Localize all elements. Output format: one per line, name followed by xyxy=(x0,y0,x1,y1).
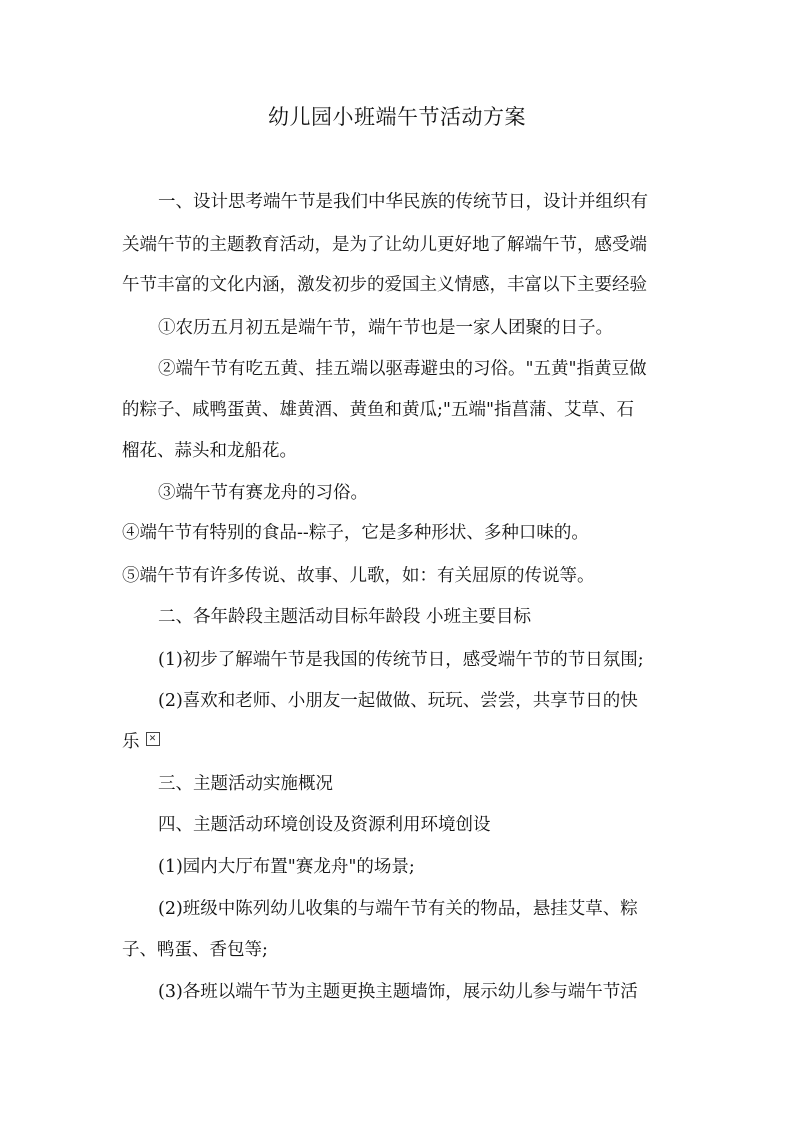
paragraph-line-text: 乐 xyxy=(122,732,140,752)
list-item: (3)各班以端午节为主题更换主题墙饰，展示幼儿参与端午节活 xyxy=(158,982,638,1002)
document-title: 幼儿园小班端午节活动方案 xyxy=(268,105,526,129)
list-item: ②端午节有吃五黄、挂五端以驱毒避虫的习俗。"五黄"指黄豆做 xyxy=(158,359,647,379)
section-heading: 三、主题活动实施概况 xyxy=(158,774,333,794)
list-item: (2)班级中陈列幼儿收集的与端午节有关的物品，悬挂艾草、粽 xyxy=(158,899,638,919)
list-item: ④端午节有特别的食品--粽子，它是多种形状、多种口味的。 xyxy=(122,523,589,543)
paragraph-line: 午节丰富的文化内涵，激发初步的爱国主义情感，丰富以下主要经验 xyxy=(122,275,647,295)
list-item: (2)喜欢和老师、小朋友一起做做、玩玩、尝尝，共享节日的快 xyxy=(158,691,638,711)
list-item: ③端午节有赛龙舟的习俗。 xyxy=(158,483,368,503)
paragraph-line: 的粽子、咸鸭蛋黄、雄黄酒、黄鱼和黄瓜;"五端"指菖蒲、艾草、石 xyxy=(122,400,634,420)
paragraph-line: 子、鸭蛋、香包等; xyxy=(122,940,268,960)
list-item: ⑤端午节有许多传说、故事、儿歌，如：有关屈原的传说等。 xyxy=(122,566,595,586)
section-heading: 二、各年龄段主题活动目标年龄段 小班主要目标 xyxy=(158,607,532,627)
paragraph-line xyxy=(122,730,682,754)
section-heading: 四、主题活动环境创设及资源利用环境创设 xyxy=(158,815,491,835)
paragraph-line: 一、设计思考端午节是我们中华民族的传统节日，设计并组织有 xyxy=(158,192,648,212)
paragraph-line: 榴花、蒜头和龙船花。 xyxy=(122,441,297,461)
list-item: (1)初步了解端午节是我国的传统节日，感受端午节的节日氛围; xyxy=(158,650,644,670)
broken-image-icon: ✕ xyxy=(146,732,160,746)
paragraph-line: 关端午节的主题教育活动，是为了让幼儿更好地了解端午节，感受端 xyxy=(122,235,647,255)
list-item: (1)园内大厅布置"赛龙舟"的场景; xyxy=(158,857,415,877)
list-item: ①农历五月初五是端午节，端午节也是一家人团聚的日子。 xyxy=(158,318,613,338)
